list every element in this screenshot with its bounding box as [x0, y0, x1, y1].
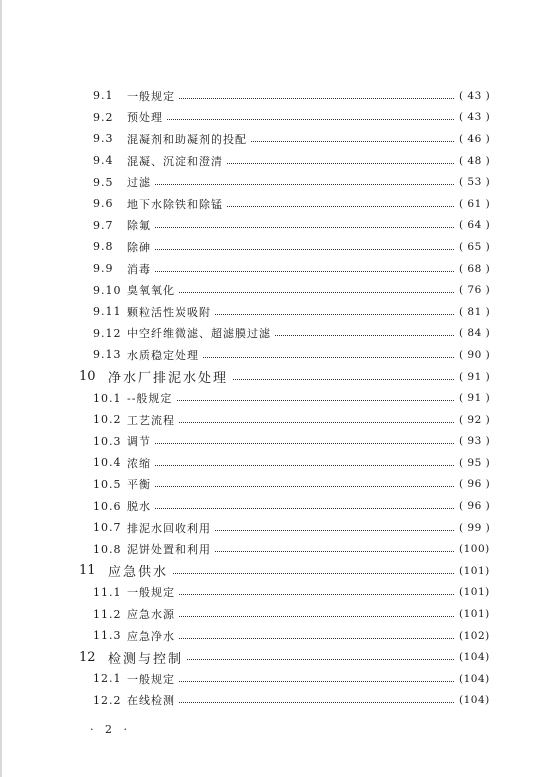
- toc-entry-page: (104): [456, 694, 489, 706]
- toc-entry-page: ( 96 ): [456, 478, 489, 490]
- toc-dot-leader: [127, 443, 454, 444]
- toc-entry-number: 11.2: [93, 607, 122, 621]
- toc-dot-leader: [127, 486, 454, 487]
- toc-entry-number: 10: [79, 369, 96, 385]
- toc-entry-page: (102): [456, 630, 489, 642]
- toc-section-row[interactable]: [0, 85, 544, 107]
- toc-entry-title: 混凝剂和助凝剂的投配: [127, 131, 251, 147]
- toc-entry-title: 中空纤维微滤、超滤膜过滤: [127, 325, 275, 341]
- toc-dot-leader: [127, 573, 454, 574]
- toc-entry-number: 10.7: [93, 521, 122, 535]
- toc-entry-page: ( 96 ): [456, 500, 489, 512]
- toc-entry-number: 9.13: [93, 348, 122, 362]
- toc-entry-number: 10.4: [93, 456, 122, 470]
- toc-entry-number: 12.1: [93, 672, 122, 686]
- toc-entry-number: 10.8: [93, 542, 122, 556]
- toc-entry-page: ( 91 ): [456, 371, 489, 383]
- toc-entry-title: 地下水除铁和除锰: [127, 196, 227, 212]
- toc-entry-page: ( 64 ): [456, 219, 489, 231]
- toc-entry-number: 9.11: [93, 305, 122, 319]
- toc-entry-title: 应急供水: [108, 561, 172, 580]
- toc-dot-leader: [127, 184, 454, 185]
- toc-section-row[interactable]: [0, 236, 544, 258]
- toc-entry-title: 预处理: [127, 109, 167, 125]
- toc-entry-title: 排泥水回收利用: [127, 520, 215, 536]
- toc-entry-number: 9.9: [93, 262, 114, 276]
- toc-entry-page: ( 76 ): [456, 284, 489, 296]
- toc-entry-title: 水质稳定处理: [127, 347, 203, 363]
- toc-section-row[interactable]: [0, 193, 544, 215]
- toc-entry-page: ( 81 ): [456, 306, 489, 318]
- toc-entry-title: 一般规定: [127, 584, 179, 600]
- toc-dot-leader: [127, 465, 454, 466]
- toc-entry-number: 10.3: [93, 434, 122, 448]
- toc-entry-title: 一般规定: [127, 671, 179, 687]
- toc-section-row[interactable]: [0, 279, 544, 301]
- toc-entry-title: 过滤: [127, 174, 155, 190]
- toc-dot-leader: [127, 227, 454, 228]
- toc-entry-page: (101): [456, 586, 489, 598]
- toc-entry-title: 颗粒活性炭吸附: [127, 304, 215, 320]
- toc-entry-title: --般规定: [127, 390, 176, 406]
- toc-entry-page: ( 65 ): [456, 241, 489, 253]
- toc-entry-number: 9.12: [93, 326, 122, 340]
- toc-chapter-row[interactable]: [0, 560, 544, 582]
- toc-entry-number: 11.1: [93, 585, 122, 599]
- toc-entry-title: 脱水: [127, 498, 155, 514]
- toc-entry-title: 工艺流程: [127, 412, 179, 428]
- toc-dot-leader: [127, 119, 454, 120]
- toc-section-row[interactable]: [0, 128, 544, 150]
- page-number-footer: · 2 ·: [90, 723, 131, 736]
- toc-section-row[interactable]: [0, 301, 544, 323]
- toc-section-row[interactable]: [0, 171, 544, 193]
- toc-section-row[interactable]: [0, 409, 544, 431]
- toc-entry-page: ( 95 ): [456, 457, 489, 469]
- toc-entry-title: 浓缩: [127, 455, 155, 471]
- toc-entry-number: 12.2: [93, 693, 122, 707]
- toc-entry-number: 9.6: [93, 197, 114, 211]
- toc-section-row[interactable]: [0, 107, 544, 129]
- toc-section-row[interactable]: [0, 150, 544, 172]
- toc-chapter-row[interactable]: [0, 646, 544, 668]
- toc-dot-leader: [127, 508, 454, 509]
- toc-entry-number: 12: [79, 649, 96, 665]
- toc-section-row[interactable]: [0, 668, 544, 690]
- toc-section-row[interactable]: [0, 690, 544, 712]
- toc-section-row[interactable]: [0, 258, 544, 280]
- toc-entry-number: 9.10: [93, 283, 122, 297]
- toc-section-row[interactable]: [0, 344, 544, 366]
- toc-entry-title: 消毒: [127, 261, 155, 277]
- toc-entry-page: ( 48 ): [456, 155, 489, 167]
- toc-entry-number: 11: [79, 563, 96, 579]
- toc-entry-page: ( 61 ): [456, 198, 489, 210]
- toc-entry-title: 在线检测: [127, 692, 179, 708]
- toc-entry-number: 9.7: [93, 218, 114, 232]
- toc-section-row[interactable]: [0, 387, 544, 409]
- toc-entry-number: 9.4: [93, 154, 114, 168]
- toc-entry-number: 11.3: [93, 629, 122, 643]
- toc-entry-number: 10.5: [93, 477, 122, 491]
- toc-entry-page: ( 46 ): [456, 133, 489, 145]
- toc-entry-page: ( 92 ): [456, 414, 489, 426]
- toc-entry-title: 调节: [127, 433, 155, 449]
- toc-entry-page: ( 90 ): [456, 349, 489, 361]
- toc-entry-page: ( 53 ): [456, 176, 489, 188]
- toc-section-row[interactable]: [0, 582, 544, 604]
- toc-entry-title: 混凝、沉淀和澄清: [127, 153, 227, 169]
- toc-entry-title: 除砷: [127, 239, 155, 255]
- toc-section-row[interactable]: [0, 603, 544, 625]
- toc-entry-number: 9.3: [93, 132, 114, 146]
- toc-entry-title: 泥饼处置和利用: [127, 541, 215, 557]
- toc-entry-title: 应急水源: [127, 606, 179, 622]
- toc-entry-page: ( 91 ): [456, 392, 489, 404]
- toc-section-row[interactable]: [0, 452, 544, 474]
- table-of-contents: [0, 85, 544, 711]
- toc-dot-leader: [127, 249, 454, 250]
- toc-section-row[interactable]: [0, 431, 544, 453]
- toc-entry-title: 除氟: [127, 217, 155, 233]
- toc-entry-number: 9.5: [93, 175, 114, 189]
- toc-entry-page: ( 43 ): [456, 90, 489, 102]
- toc-entry-title: 一般规定: [127, 88, 179, 104]
- toc-entry-title: 平衡: [127, 476, 155, 492]
- toc-entry-page: (104): [456, 651, 489, 663]
- toc-entry-page: ( 68 ): [456, 263, 489, 275]
- toc-entry-title: 臭氧氧化: [127, 282, 179, 298]
- toc-chapter-row[interactable]: [0, 366, 544, 388]
- toc-section-row[interactable]: [0, 625, 544, 647]
- toc-entry-number: 9.8: [93, 240, 114, 254]
- toc-entry-page: (104): [456, 673, 489, 685]
- toc-entry-page: ( 99 ): [456, 522, 489, 534]
- toc-entry-number: 9.1: [93, 89, 114, 103]
- toc-entry-title: 检测与控制: [108, 648, 187, 667]
- toc-entry-number: 10.1: [93, 391, 122, 405]
- toc-entry-number: 10.6: [93, 499, 122, 513]
- toc-entry-number: 10.2: [93, 413, 122, 427]
- toc-entry-page: ( 93 ): [456, 435, 489, 447]
- toc-section-row[interactable]: [0, 538, 544, 560]
- toc-entry-title: 净水厂排泥水处理: [108, 367, 232, 386]
- toc-section-row[interactable]: [0, 323, 544, 345]
- toc-entry-page: (101): [456, 565, 489, 577]
- toc-entry-page: (101): [456, 608, 489, 620]
- toc-section-row[interactable]: [0, 474, 544, 496]
- toc-section-row[interactable]: [0, 215, 544, 237]
- toc-entry-page: ( 43 ): [456, 111, 489, 123]
- toc-entry-page: ( 84 ): [456, 327, 489, 339]
- toc-entry-page: (100): [456, 543, 489, 555]
- toc-entry-number: 9.2: [93, 110, 114, 124]
- toc-dot-leader: [127, 271, 454, 272]
- toc-section-row[interactable]: [0, 495, 544, 517]
- toc-entry-title: 应急净水: [127, 628, 179, 644]
- toc-section-row[interactable]: [0, 517, 544, 539]
